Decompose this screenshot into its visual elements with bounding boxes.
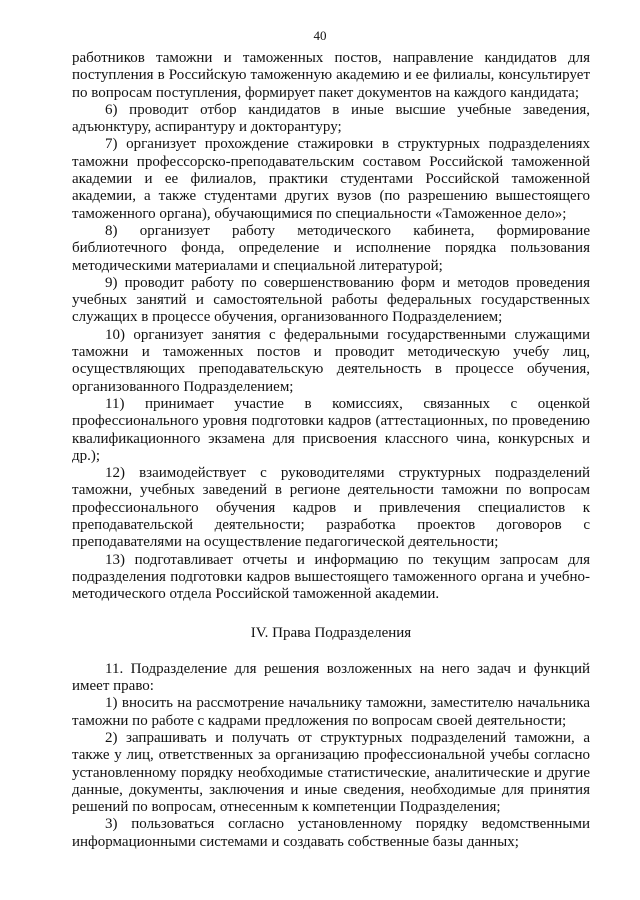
paragraph-item-9: 9) проводит работу по совершенствованию форм и методов проведения учебных занятий и самостоятельной работы федеральных государственных служащих в процессе обучения, организованного Подразделением; <box>72 274 590 326</box>
paragraph-item-13: 13) подготавливает отчеты и информацию по текущим запросам для подразделения подготовки кадров вышестоящего таможенного органа и учебно-методического отдела Российской таможенной академии. <box>72 551 590 603</box>
paragraph-continuation: работников таможни и таможенных постов, направление кандидатов для поступления в Российскую таможенную академию и ее филиалы, консультирует по вопросам поступления, формирует пакет документов на каждого кандидата; <box>72 50 590 101</box>
paragraph-item-7: 7) организует прохождение стажировки в структурных подразделениях таможни профессорско-преподавательским составом Российской таможенной академии и ее филиалов, практики студентами Российской таможенной академии, а также студентами других вузов (по разрешению вышестоящего таможенного органа), обучающимися по специальности «Таможенное дело»; <box>72 136 590 222</box>
paragraph-item-6: 6) проводит отбор кандидатов в иные высшие учебные заведения, адъюнктуру, аспирантуру и докторантуру; <box>72 101 590 136</box>
paragraph-clause-11: 11. Подразделение для решения возложенных на него задач и функций имеет право: <box>72 660 590 695</box>
paragraph-item-11: 11) принимает участие в комиссиях, связанных с оценкой профессионального уровня подготовки кадров (аттестационных, по проведению квалификационного экзамена для присвоения классного чина, конкурсных и др.); <box>72 395 590 464</box>
paragraph-item-10: 10) организует занятия с федеральными государственными служащими таможни и таможенных постов и проводит методическую учебу лиц, осуществляющих преподавательскую деятельность в процессе обучения, организованного Подразделением; <box>72 326 590 395</box>
paragraph-right-3: 3) пользоваться согласно установленному порядку ведомственными информационными системами и создавать собственные базы данных; <box>72 816 590 850</box>
paragraph-right-1: 1) вносить на рассмотрение начальнику таможни, заместителю начальника таможни по работе с кадрами предложения по вопросам своей деятельности; <box>72 695 590 729</box>
paragraph-right-2: 2) запрашивать и получать от структурных подразделений таможни, а также у лиц, ответственных за организацию профессиональной учебы согласно установленному порядку необходимые статистические, аналитические и другие данные, документы, заключения и иные сведения, необходимые для принятия решений по вопросам, отнесенным к компетенции Подразделения; <box>72 729 590 816</box>
page-number: 40 <box>313 28 327 43</box>
paragraph-item-12: 12) взаимодействует с руководителями структурных подразделений таможни, учебных заведений в регионе деятельности таможни по вопросам профессионального обучения кадров и привлечения специалистов к преподавательской деятельности; разработка проектов договоров с преподавателями на осуществление педагогической деятельности; <box>72 465 590 551</box>
paragraph-item-8: 8) организует работу методического кабинета, формирование библиотечного фонда, определение и исполнение порядка пользования методическими материалами и специальной литературой; <box>72 222 590 274</box>
document-body <box>72 50 590 851</box>
section-heading: IV. Права Подразделения <box>250 624 412 641</box>
